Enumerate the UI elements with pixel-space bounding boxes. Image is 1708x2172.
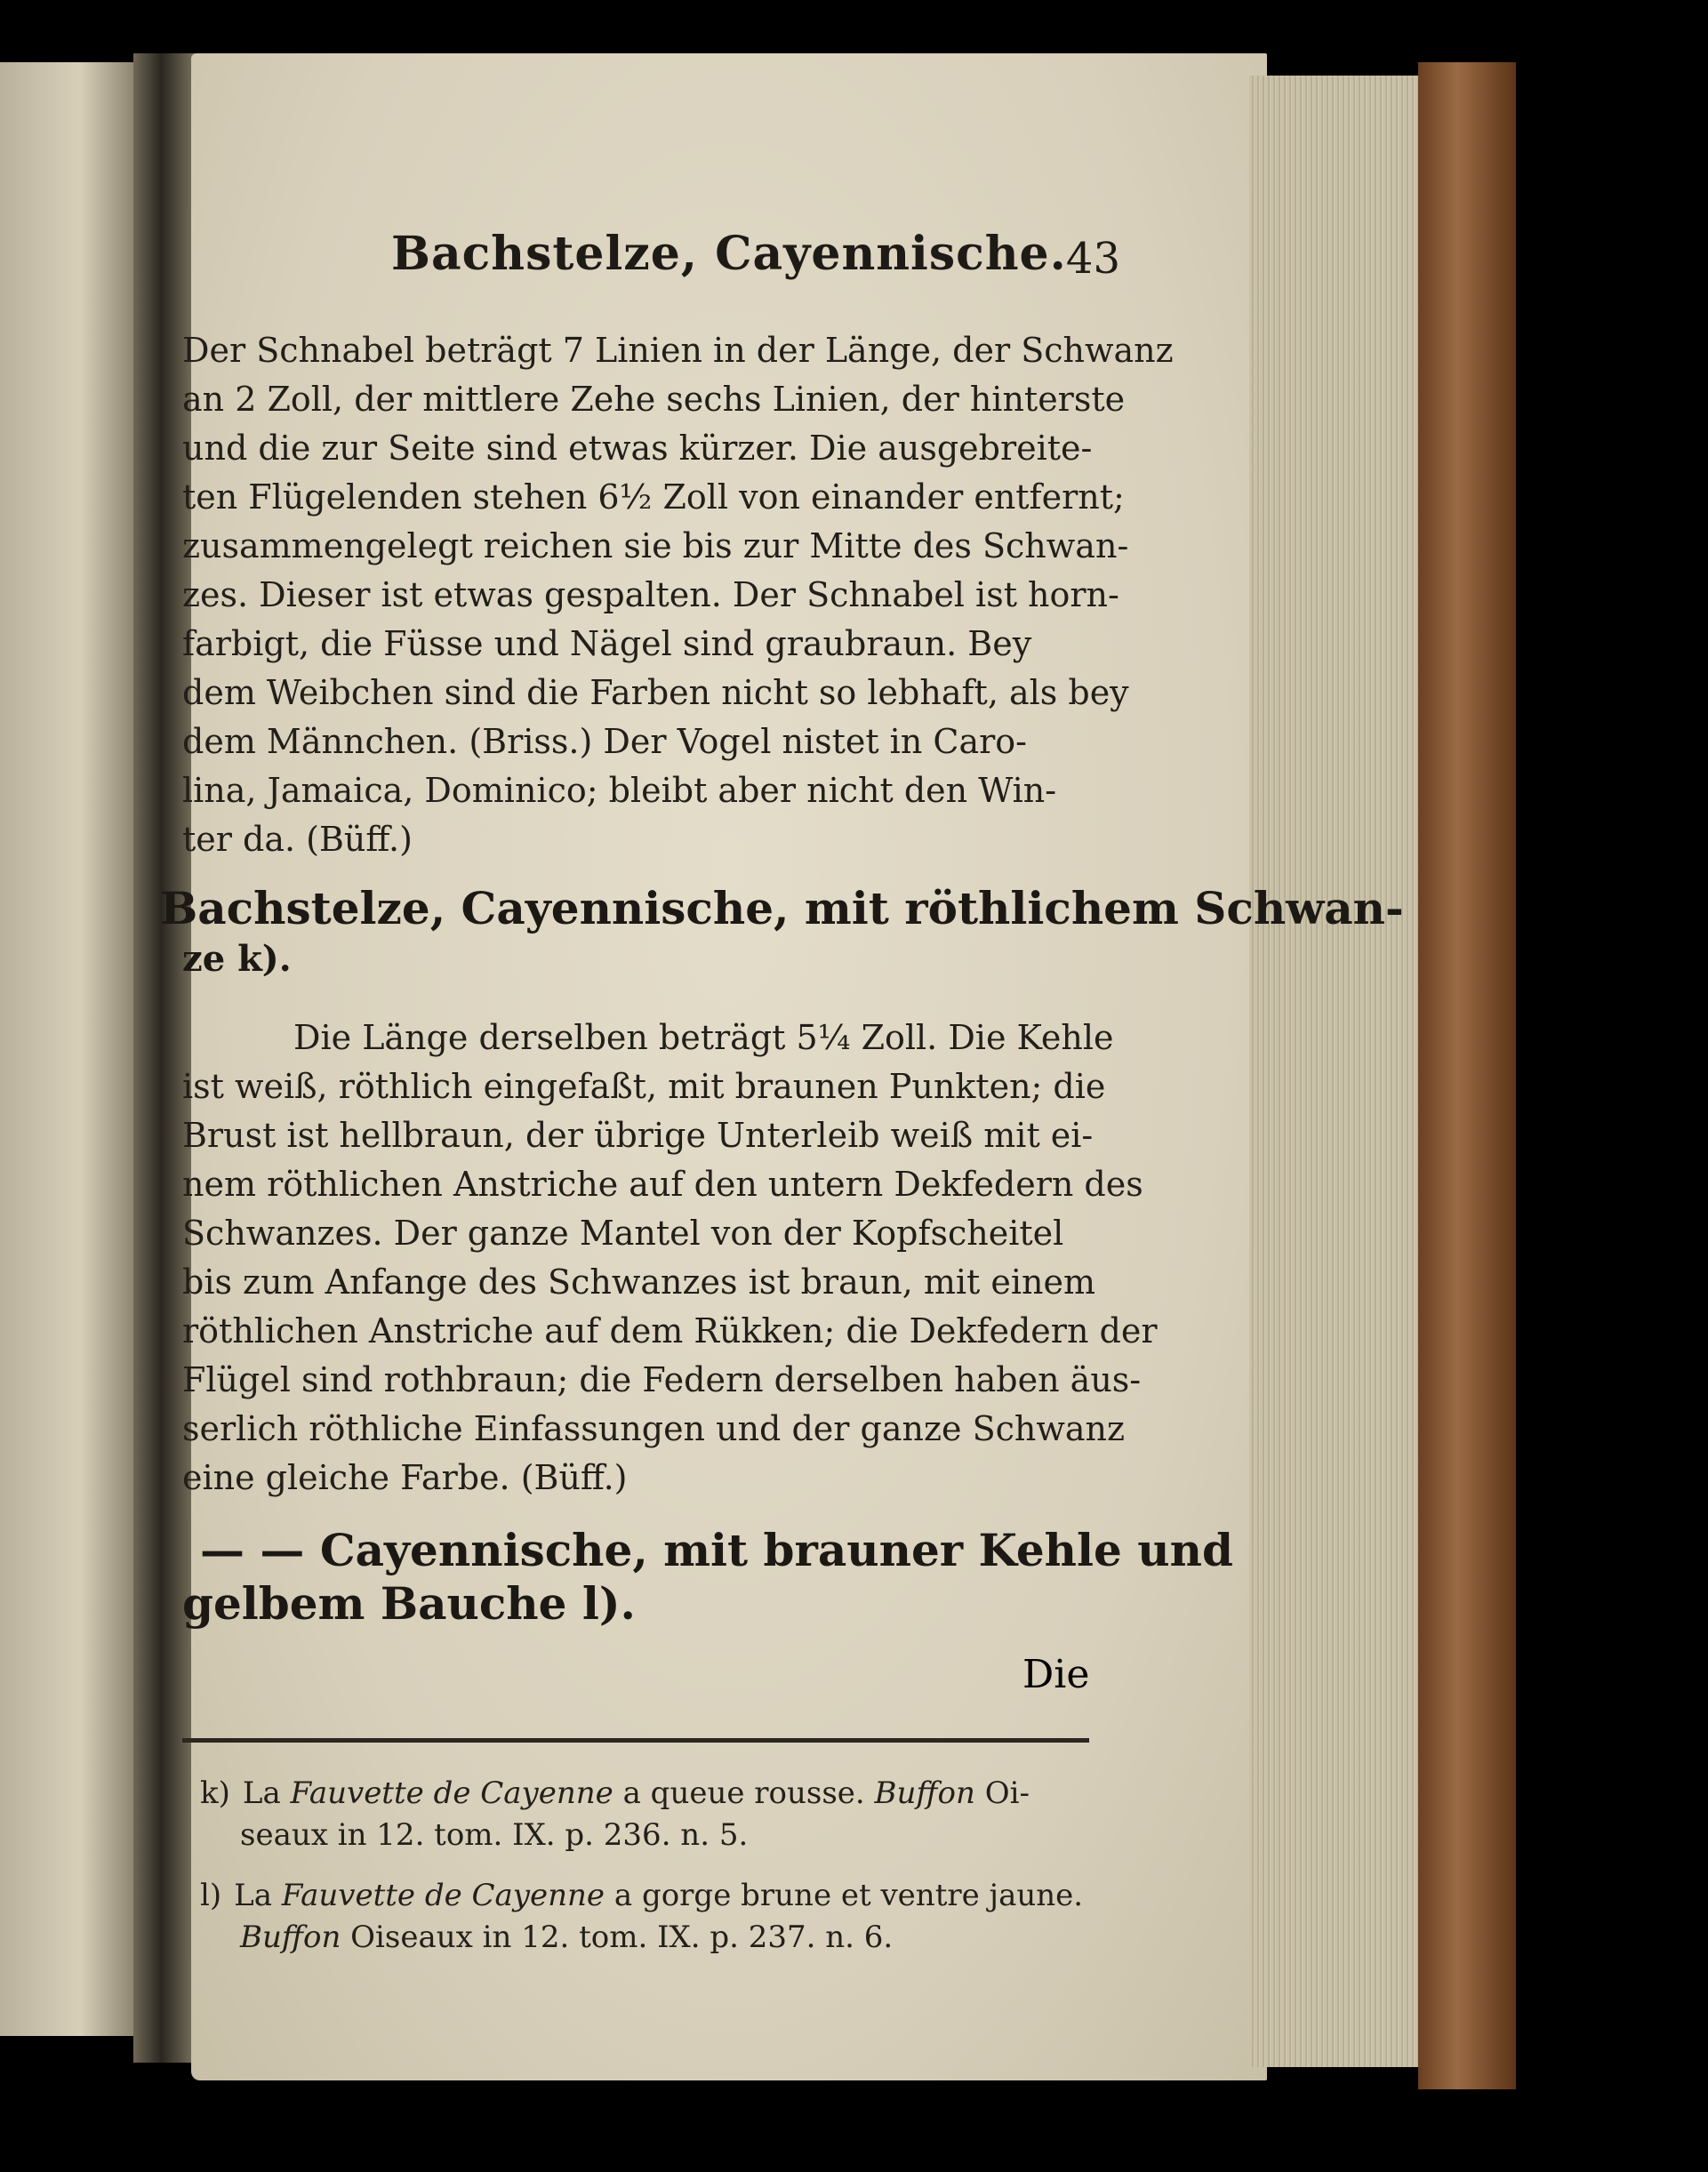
- footnote-text: La: [242, 1775, 291, 1811]
- footnote-line: [200, 1876, 1083, 1915]
- book-cover-edge: [1418, 62, 1516, 2089]
- text-line: dem Weibchen sind die Farben nicht so lebhaft, als bey: [182, 673, 1129, 712]
- section-heading-line: gelbem Bauche l).: [182, 1577, 636, 1630]
- text-line: röthlichen Anstriche auf dem Rükken; die Dekfedern der: [182, 1311, 1158, 1350]
- text-line: ter da. (Büff.): [182, 820, 413, 859]
- section-heading-line: — — Cayennische, mit brauner Kehle und: [200, 1524, 1233, 1576]
- text-line: farbigt, die Füsse und Nägel sind graubraun. Bey: [182, 624, 1032, 663]
- text-line: an 2 Zoll, der mittlere Zehe sechs Linien, der hinterste: [182, 380, 1126, 419]
- text-line: nem röthlichen Anstriche auf den untern Dekfedern des: [182, 1165, 1143, 1204]
- page-header: [347, 227, 1120, 289]
- catchword: Die: [1022, 1652, 1090, 1697]
- text-line: ist weiß, röthlich eingefaßt, mit braunen Punkten; die: [182, 1067, 1106, 1106]
- text-line: zes. Dieser ist etwas gespalten. Der Schnabel ist horn-: [182, 575, 1119, 614]
- text-line: serlich röthliche Einfassungen und der ganze Schwanz: [182, 1409, 1126, 1448]
- footnote-mark: l): [200, 1878, 222, 1913]
- text-line: zusammengelegt reichen sie bis zur Mitte des Schwan-: [182, 526, 1129, 565]
- text-line: lina, Jamaica, Dominico; bleibt aber nicht den Win-: [182, 771, 1057, 810]
- text-line: Der Schnabel beträgt 7 Linien in der Länge, der Schwanz: [182, 331, 1174, 370]
- footnote-text: Oiseaux in 12. tom. IX. p. 237. n. 6.: [341, 1920, 894, 1955]
- text-line: eine gleiche Farbe. (Büff.): [182, 1458, 628, 1497]
- footnote-line: seaux in 12. tom. IX. p. 236. n. 5.: [240, 1817, 749, 1853]
- footnote-line: [240, 1918, 893, 1957]
- footnote-work-title: Fauvette de Cayenne: [290, 1775, 613, 1811]
- footnote-work-title: Fauvette de Cayenne: [281, 1878, 605, 1913]
- page-block-edges: [1249, 76, 1420, 2067]
- section-heading-line: Bachstelze, Cayennische, mit röthlichem Schwan-: [160, 882, 1404, 934]
- section-heading-line: ze k).: [182, 938, 292, 980]
- footnote-text: Oi-: [974, 1775, 1030, 1811]
- facing-page-edge: [0, 62, 133, 2036]
- footnote-rule: [182, 1738, 1089, 1743]
- footnote-text: a gorge brune et ventre jaune.: [605, 1878, 1084, 1913]
- text-line: und die zur Seite sind etwas kürzer. Die ausgebreite-: [182, 429, 1093, 468]
- text-line: dem Männchen. (Briss.) Der Vogel nistet in Caro-: [182, 722, 1027, 761]
- text-line: Die Länge derselben beträgt 5¼ Zoll. Die Kehle: [293, 1018, 1114, 1057]
- footnote-line: [200, 1774, 1030, 1813]
- footnote-text: a queue rousse.: [613, 1775, 875, 1811]
- text-line: Flügel sind rothbraun; die Federn derselben haben äus-: [182, 1360, 1142, 1399]
- text-line: bis zum Anfange des Schwanzes ist braun, mit einem: [182, 1262, 1096, 1302]
- footnote-text: La: [234, 1878, 282, 1913]
- text-line: Brust ist hellbraun, der übrige Unterleib weiß mit ei-: [182, 1116, 1094, 1155]
- page-number: 43: [1065, 234, 1120, 284]
- footnote-mark: k): [200, 1775, 230, 1811]
- text-line: ten Flügelenden stehen 6½ Zoll von einander entfernt;: [182, 477, 1125, 517]
- running-title: Bachstelze, Cayennische.: [391, 227, 1067, 281]
- footnote-author: Buffon: [240, 1920, 341, 1955]
- text-line: Schwanzes. Der ganze Mantel von der Kopfscheitel: [182, 1214, 1064, 1253]
- footnote-author: Buffon: [874, 1775, 975, 1811]
